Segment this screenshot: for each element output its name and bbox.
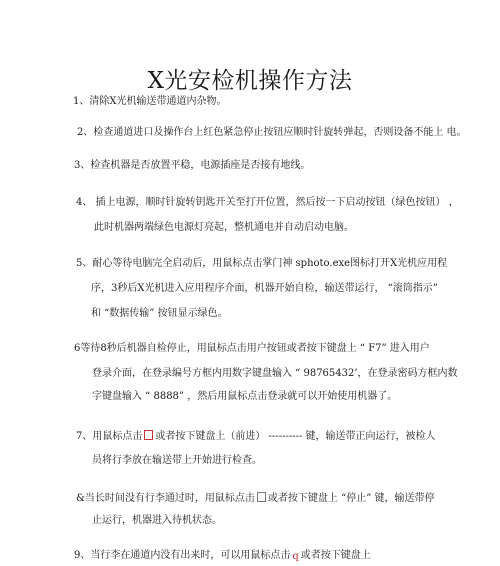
- step-8: [76, 492, 435, 505]
- reverse-icon: q: [292, 551, 299, 562]
- step-2: 2、检查通道进口及操作台上红色紧急停止按钮应顺时针旋转弹起，否则设备不能上 电。: [77, 127, 467, 138]
- step-9-text-b: 或者按下键盘上: [300, 550, 371, 561]
- step-6: 6等待8秒后机器自检停止，用鼠标点击用户按钮或者按下键盘上 “ F7” 进入用户: [74, 343, 430, 354]
- step-5-cont-1: 序，3秒后X光机进入应用程序介面，机器开始自检，输送带运行， “滚筒指示”: [91, 283, 438, 294]
- step-4-cont: 此时机器两端绿色电源灯亮起，整机通电并自动启动电脑。: [94, 222, 354, 233]
- step-9: [74, 550, 371, 563]
- step-8-cont: 止运行，机器进入待机状态。: [92, 515, 222, 526]
- step-8-text-b: 或者按下键盘上 “停止” 键，输送带停: [267, 493, 435, 504]
- page-title: X光安检机操作方法: [147, 68, 353, 94]
- step-1: 1、清除X光机输送带通道内杂物。: [73, 96, 227, 107]
- step-7-cont: 员将行李放在输送带上开始进行检查。: [92, 455, 262, 466]
- step-7-text-a: 7、用鼠标点击: [76, 431, 143, 442]
- forward-icon: [144, 430, 153, 440]
- step-5: 5、耐心等待电脑完全启动后，用鼠标点击掌门神 sphoto.exe图标打开X光机应用程: [76, 258, 448, 269]
- step-8-text-a: &当长时间没有行李通过时，用鼠标点击: [76, 493, 255, 504]
- step-3: 3、检查机器是否放置平稳，电源插座是否接有地线。: [74, 160, 311, 171]
- step-6-cont-2: 字键盘输入 “ 8888” ，然后用鼠标点击登录就可以开始使用机器了。: [92, 391, 398, 402]
- step-6-cont-1: 登录介面，在登录编号方框内用数字键盘输入 “ 98765432’，在登录密码方框内数: [92, 368, 458, 379]
- step-7: [76, 430, 436, 443]
- step-9-text-a: 9、当行李在通道内没有出来时，可以用鼠标点击: [74, 550, 291, 561]
- stop-icon: [257, 492, 266, 502]
- step-7-text-b: 或者按下键盘上（前进） ---------- 键，输送带正向运行，被检人: [155, 431, 436, 442]
- step-4: 4、 插上电源，顺时针旋转钥匙开关至打开位置，然后按一下启动按钮（绿色按钮） ，: [76, 197, 459, 208]
- step-5-cont-2: 和 “数据传输” 按钮显示绿色。: [91, 308, 228, 319]
